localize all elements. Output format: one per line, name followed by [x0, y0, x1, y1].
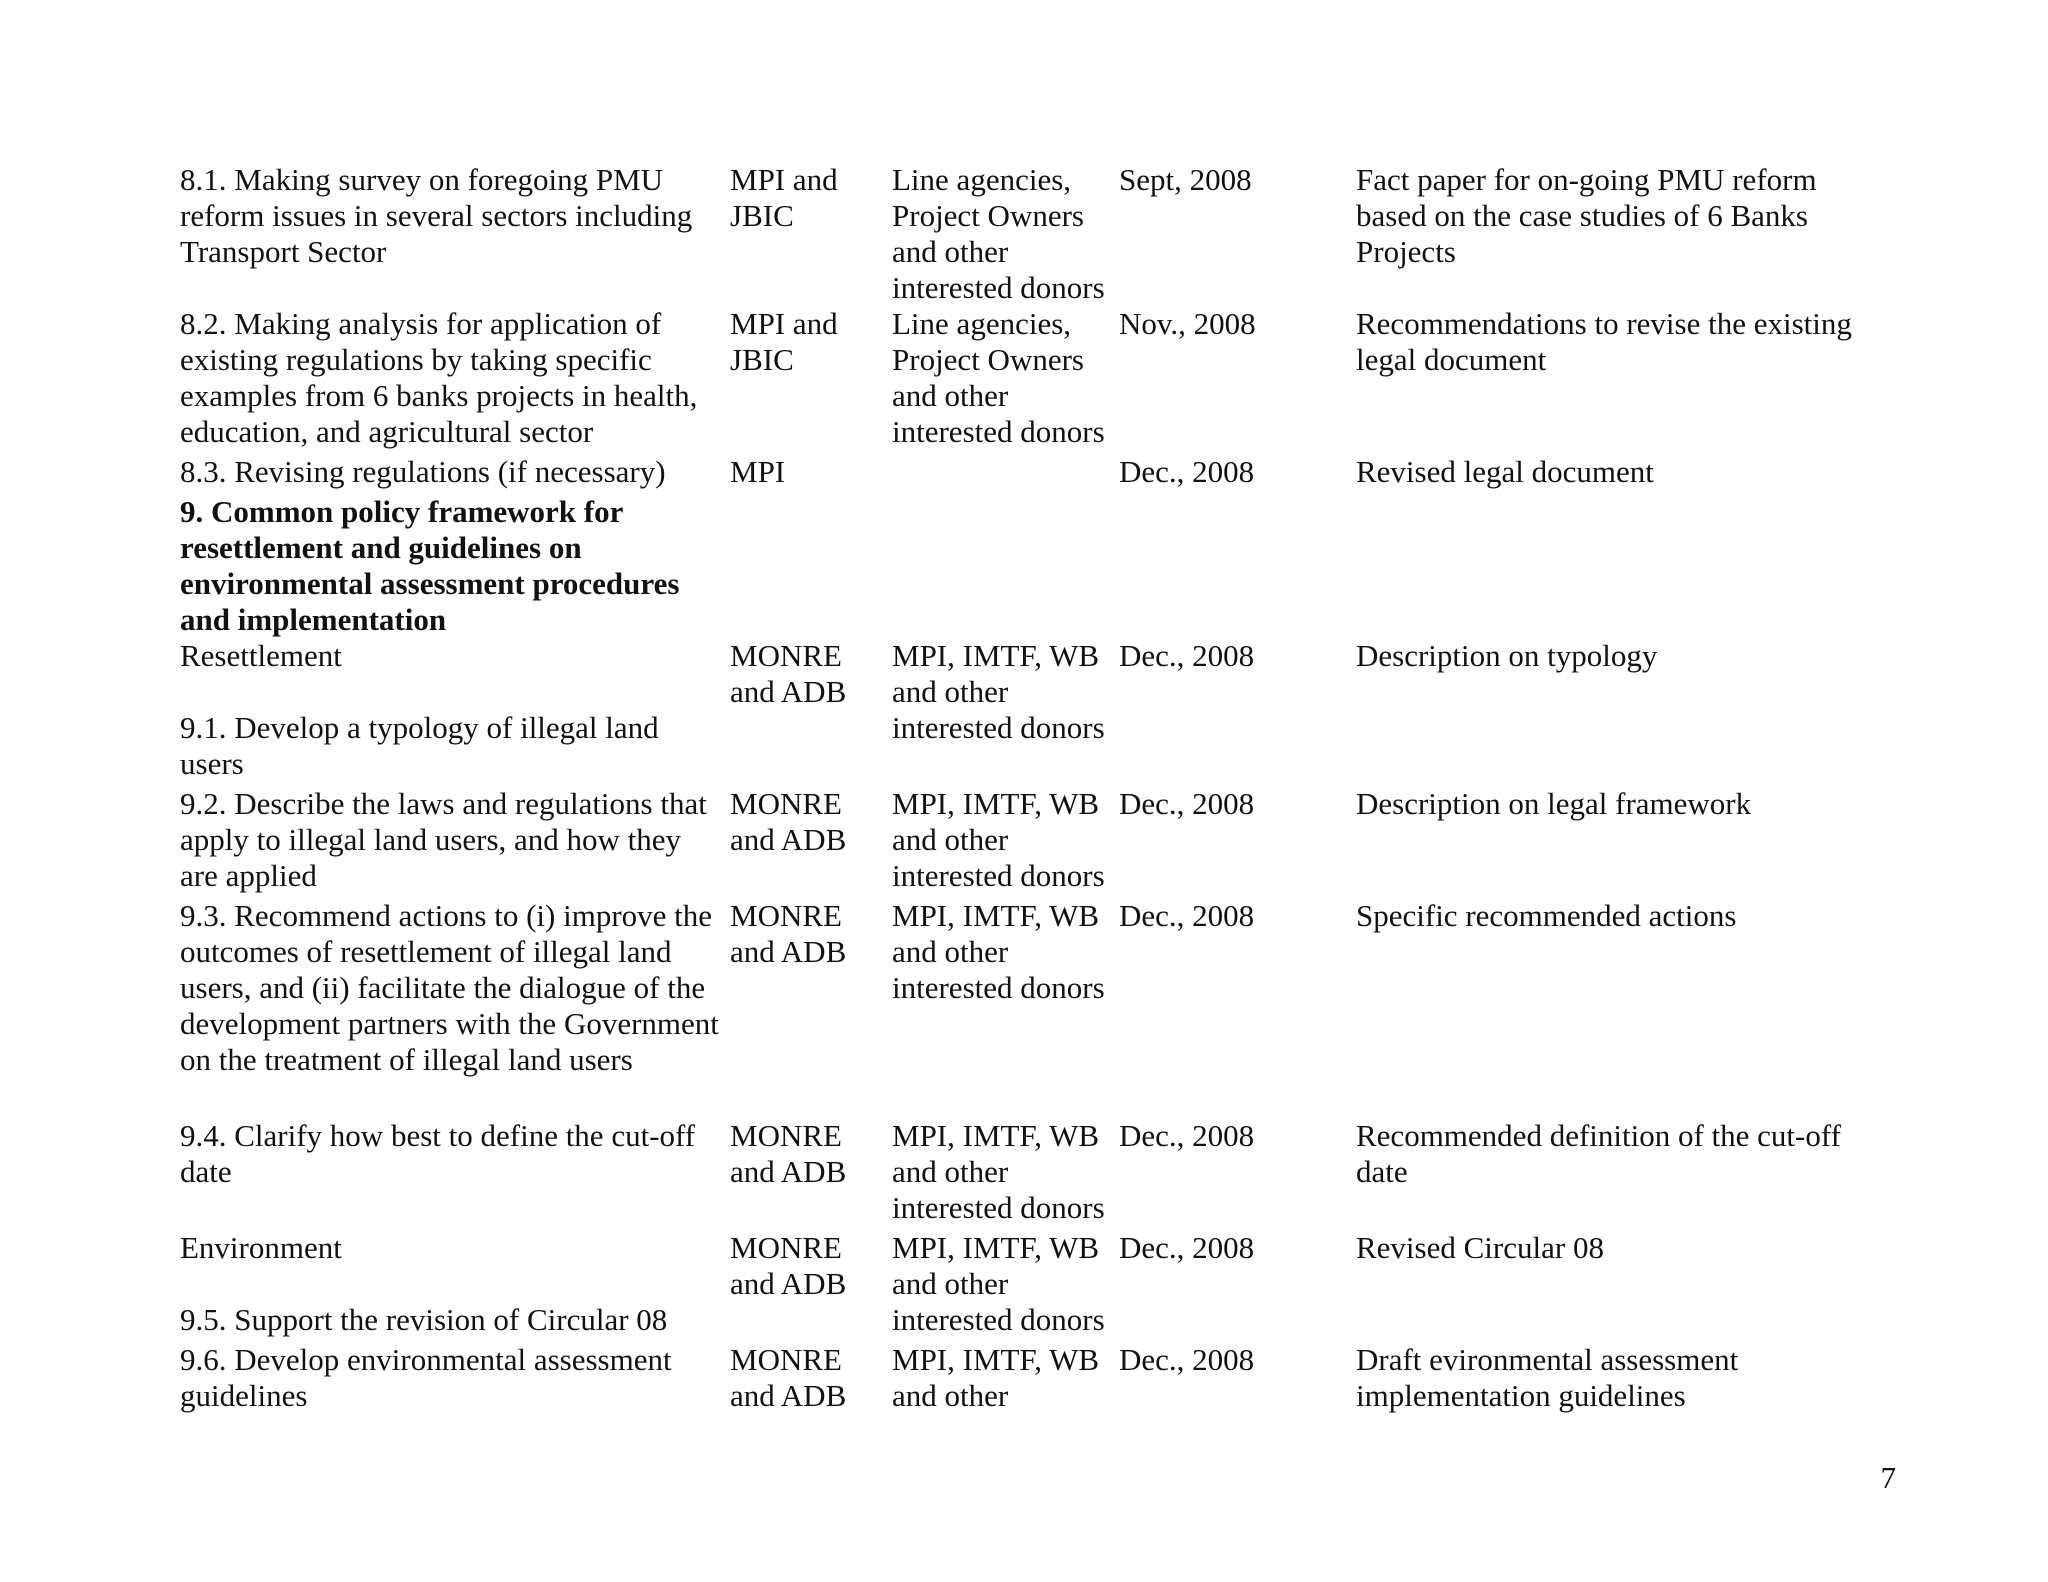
date-cell: Nov., 2008: [1119, 306, 1256, 341]
lead-agency-cell: MPI: [730, 454, 786, 489]
table-row: [176, 898, 1876, 1118]
subheading-environment: Environment: [180, 1230, 342, 1265]
output-cell: Revised legal document: [1356, 454, 1654, 489]
output-cell: Recommended definition of the cut-off date: [1356, 1118, 1841, 1189]
activity-cell: 9.3. Recommend actions to (i) improve the outcomes of resettlement of illegal land users, and (ii) facilitate the dialogue of the development partners with the Government on the treatment of illegal land users: [180, 898, 719, 1077]
partners-cell: MPI, IMTF, WB and other interested donors: [892, 638, 1105, 745]
activity-cell: 9.4. Clarify how best to define the cut-off date: [180, 1118, 696, 1189]
lead-agency-cell: MONRE and ADB: [730, 1118, 847, 1189]
output-cell: Fact paper for on-going PMU reform based on the case studies of 6 Banks Projects: [1356, 162, 1817, 269]
section-heading-row: [176, 494, 1876, 638]
activity-text: 9.5. Support the revision of Circular 08: [180, 1302, 668, 1337]
partners-cell: MPI, IMTF, WB and other interested donors: [892, 1230, 1105, 1337]
partners-cell: MPI, IMTF, WB and other interested donors: [892, 898, 1105, 1005]
activity-cell: 9.2. Describe the laws and regulations that apply to illegal land users, and how they are applied: [180, 786, 707, 893]
output-cell: Recommendations to revise the existing legal document: [1356, 306, 1852, 377]
output-cell: Description on typology: [1356, 638, 1658, 673]
date-cell: Dec., 2008: [1119, 454, 1255, 489]
lead-agency-cell: MPI and JBIC: [730, 306, 838, 377]
partners-cell: MPI, IMTF, WB and other: [892, 1342, 1100, 1413]
date-cell: Sept, 2008: [1119, 162, 1252, 197]
lead-agency-cell: MONRE and ADB: [730, 1342, 847, 1413]
date-cell: Dec., 2008: [1119, 898, 1255, 933]
date-cell: Dec., 2008: [1119, 638, 1255, 673]
partners-cell: MPI, IMTF, WB and other interested donors: [892, 1118, 1105, 1225]
date-cell: Dec., 2008: [1119, 1342, 1255, 1377]
lead-agency-cell: MPI and JBIC: [730, 162, 838, 233]
table-row: [176, 1230, 1876, 1342]
activity-cell: [176, 1230, 726, 1342]
partners-cell: Line agencies, Project Owners and other interested donors: [892, 162, 1105, 305]
output-cell: Description on legal framework: [1356, 786, 1752, 821]
lead-agency-cell: MONRE and ADB: [730, 786, 847, 857]
activity-cell: [176, 638, 726, 786]
partners-cell: [888, 454, 1115, 494]
date-cell: Dec., 2008: [1119, 1118, 1255, 1153]
table-row: [176, 786, 1876, 898]
table-row: [176, 1342, 1876, 1422]
activity-cell: 9.6. Develop environmental assessment guidelines: [180, 1342, 672, 1413]
activity-cell: 8.3. Revising regulations (if necessary): [180, 454, 666, 489]
section-heading: 9. Common policy framework for resettlement and guidelines on environmental assessment procedures and implementation: [180, 494, 680, 637]
lead-agency-cell: MONRE and ADB: [730, 1230, 847, 1301]
partners-cell: Line agencies, Project Owners and other interested donors: [892, 306, 1105, 449]
lead-agency-cell: MONRE and ADB: [730, 638, 847, 709]
output-cell: Specific recommended actions: [1356, 898, 1737, 933]
output-cell: Draft evironmental assessment implementation guidelines: [1356, 1342, 1739, 1413]
lead-agency-cell: MONRE and ADB: [730, 898, 847, 969]
table-row: [176, 454, 1876, 494]
table-row: [176, 162, 1876, 306]
activity-text: 9.1. Develop a typology of illegal land users: [180, 710, 659, 781]
table-row: [176, 638, 1876, 786]
date-cell: Dec., 2008: [1119, 1230, 1255, 1265]
output-cell: Revised Circular 08: [1356, 1230, 1604, 1265]
page-number: 7: [1880, 1460, 1896, 1495]
activity-cell: 8.1. Making survey on foregoing PMU reform issues in several sectors including Transport Sector: [180, 162, 693, 269]
date-cell: Dec., 2008: [1119, 786, 1255, 821]
activity-cell: 8.2. Making analysis for application of existing regulations by taking specific examples from 6 banks projects in health, education, and agricultural sector: [180, 306, 698, 449]
partners-cell: MPI, IMTF, WB and other interested donors: [892, 786, 1105, 893]
table-row: [176, 306, 1876, 454]
action-plan-table: [176, 162, 1876, 1422]
table-row: [176, 1118, 1876, 1230]
subheading-resettlement: Resettlement: [180, 638, 342, 673]
